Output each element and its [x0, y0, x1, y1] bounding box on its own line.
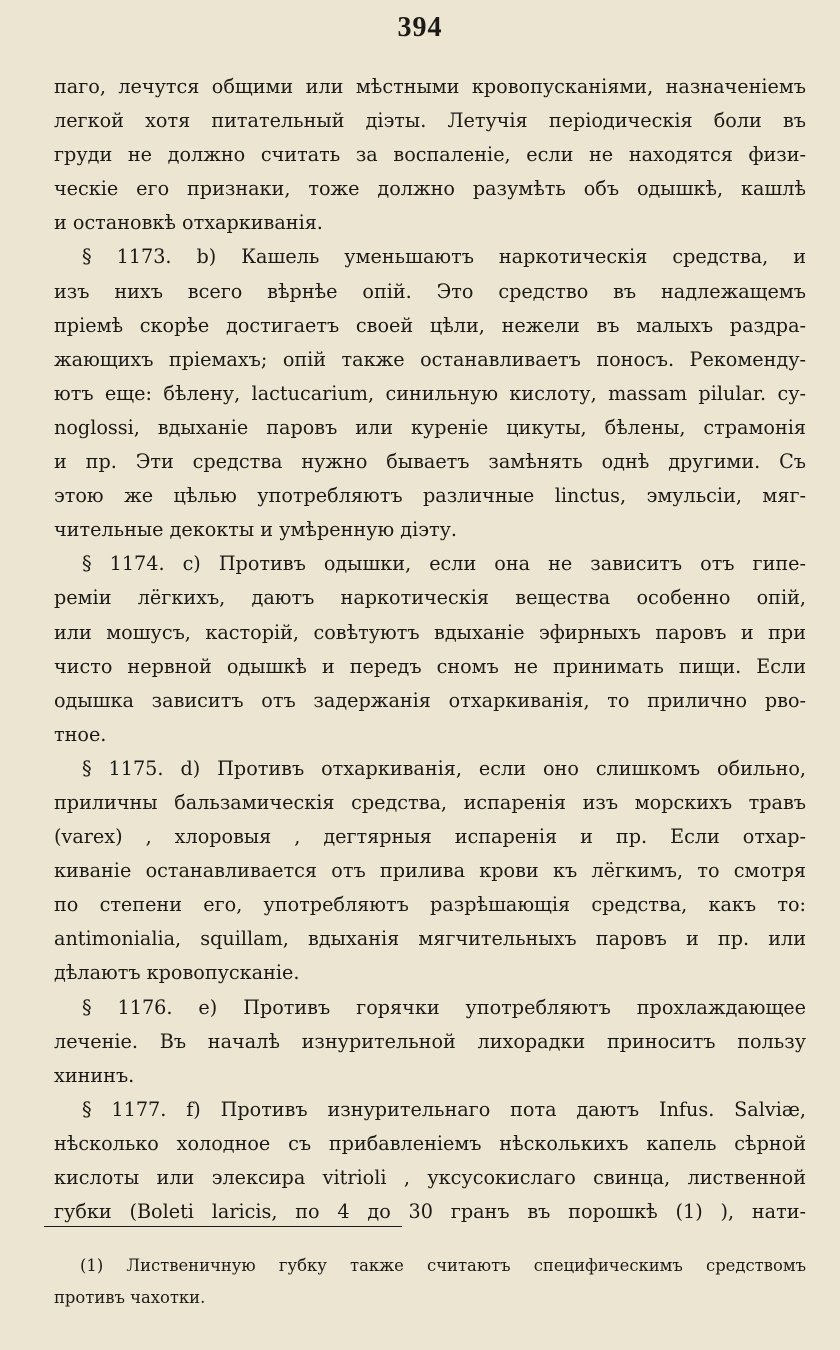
footnotes: [54, 1250, 806, 1314]
text-line: дѣлаютъ кровопусканіе.: [54, 961, 300, 985]
text-line: леченіе. Въ началѣ изнурительной лихорадки приноситъ пользу: [54, 1029, 806, 1053]
text-line: или мошусъ, касторій, совѣтуютъ вдыханіе эфирныхъ паровъ и при: [54, 620, 806, 644]
text-line: тное.: [54, 722, 107, 746]
text-line: пріемѣ скорѣе достигаетъ своей цѣли, нежели въ малыхъ раздра-: [54, 313, 806, 337]
text-line: хининъ.: [54, 1063, 135, 1087]
section-1173-heading-line: § 1173. b) Кашель уменьшаютъ наркотическія средства, и: [82, 245, 806, 269]
text-line: изъ нихъ всего вѣрнѣе опій. Это средство въ надлежащемъ: [54, 279, 806, 303]
text-line: губки (Boleti laricis, по 4 до 30 гранъ въ порошкѣ (1) ), нати-: [54, 1200, 806, 1224]
section-1174-heading-line: § 1174. c) Противъ одышки, если она не зависитъ отъ гипе-: [82, 552, 806, 576]
section-1176-heading-line: § 1176. e) Противъ горячки употребляютъ прохлаждающее: [82, 995, 806, 1019]
text-line: груди не должно считать за воспаленіе, если не находятся физи-: [54, 143, 806, 167]
page-number: 394: [397, 12, 443, 43]
footnote-line: (1) Лиственичную губку также считаютъ специфическимъ средствомъ: [80, 1256, 806, 1275]
footnote-divider: [44, 1226, 402, 1227]
text-line: ютъ еще: бѣлену, lactucarium, синильную кислоту, massam pilular. су-: [54, 381, 806, 405]
text-line: ремiи лёгкихъ, даютъ наркотическія вещества особенно опій,: [54, 586, 806, 610]
text-line: кислоты или элексира vitrioli , уксусокислаго свинца, лиственной: [54, 1166, 806, 1189]
footnote-line: противъ чахотки.: [54, 1288, 206, 1307]
text-line: по степени его, употребляютъ разрѣшающія средства, какъ то:: [54, 893, 806, 917]
text-line: (varex) , хлоровыя , дегтярныя испаренія и пр. Если отхар-: [54, 825, 806, 849]
text-line: легкой хотя питательный діэты. Летучія періодическія боли въ: [54, 109, 806, 133]
section-1175-heading-line: § 1175. d) Противъ отхаркиванія, если оно слишкомъ обильно,: [82, 756, 806, 780]
text-line: ческіе его признаки, тоже должно разумѣть объ одышкѣ, кашлѣ: [54, 177, 806, 201]
text-line: чительные декокты и умѣренную діэту.: [54, 518, 457, 542]
text-line: жающихъ пріемахъ; опій также останавливаетъ поносъ. Рекоменду-: [54, 347, 806, 371]
text-line: и пр. Эти средства нужно бываетъ замѣнять однѣ другими. Съ: [54, 450, 806, 474]
text-line: нѣсколько холодное съ прибавленіемъ нѣсколькихъ капель сѣрной: [54, 1131, 806, 1155]
body-text: [54, 70, 806, 1229]
text-line: и остановкѣ отхаркиванія.: [54, 211, 323, 235]
text-line: этою же цѣлью употребляютъ различные linctus, эмульсіи, мяг-: [54, 484, 806, 508]
section-1177-heading-line: § 1177. f) Противъ изнурительнаго пота даютъ Infus. Salviæ,: [82, 1097, 806, 1121]
text-line: приличны бальзамическія средства, испаренія изъ морскихъ травъ: [54, 790, 806, 814]
text-line: паго, лечутся общими или мѣстными кровопусканіями, назначеніемъ: [54, 75, 806, 98]
text-line: чисто нервной одышкѣ и передъ сномъ не принимать пищи. Если: [54, 654, 806, 678]
text-line: antimonialia, squillam, вдыханія мягчительныхъ паровъ и пр. или: [54, 927, 806, 951]
text-line: одышка зависитъ отъ задержанія отхаркиванія, то прилично рво-: [54, 688, 806, 712]
text-line: киваніе останавливается отъ прилива крови къ лёгкимъ, то смотря: [54, 859, 806, 883]
text-line: noglossi, вдыханіе паровъ или куреніе цикуты, бѣлены, страмонія: [54, 415, 806, 439]
